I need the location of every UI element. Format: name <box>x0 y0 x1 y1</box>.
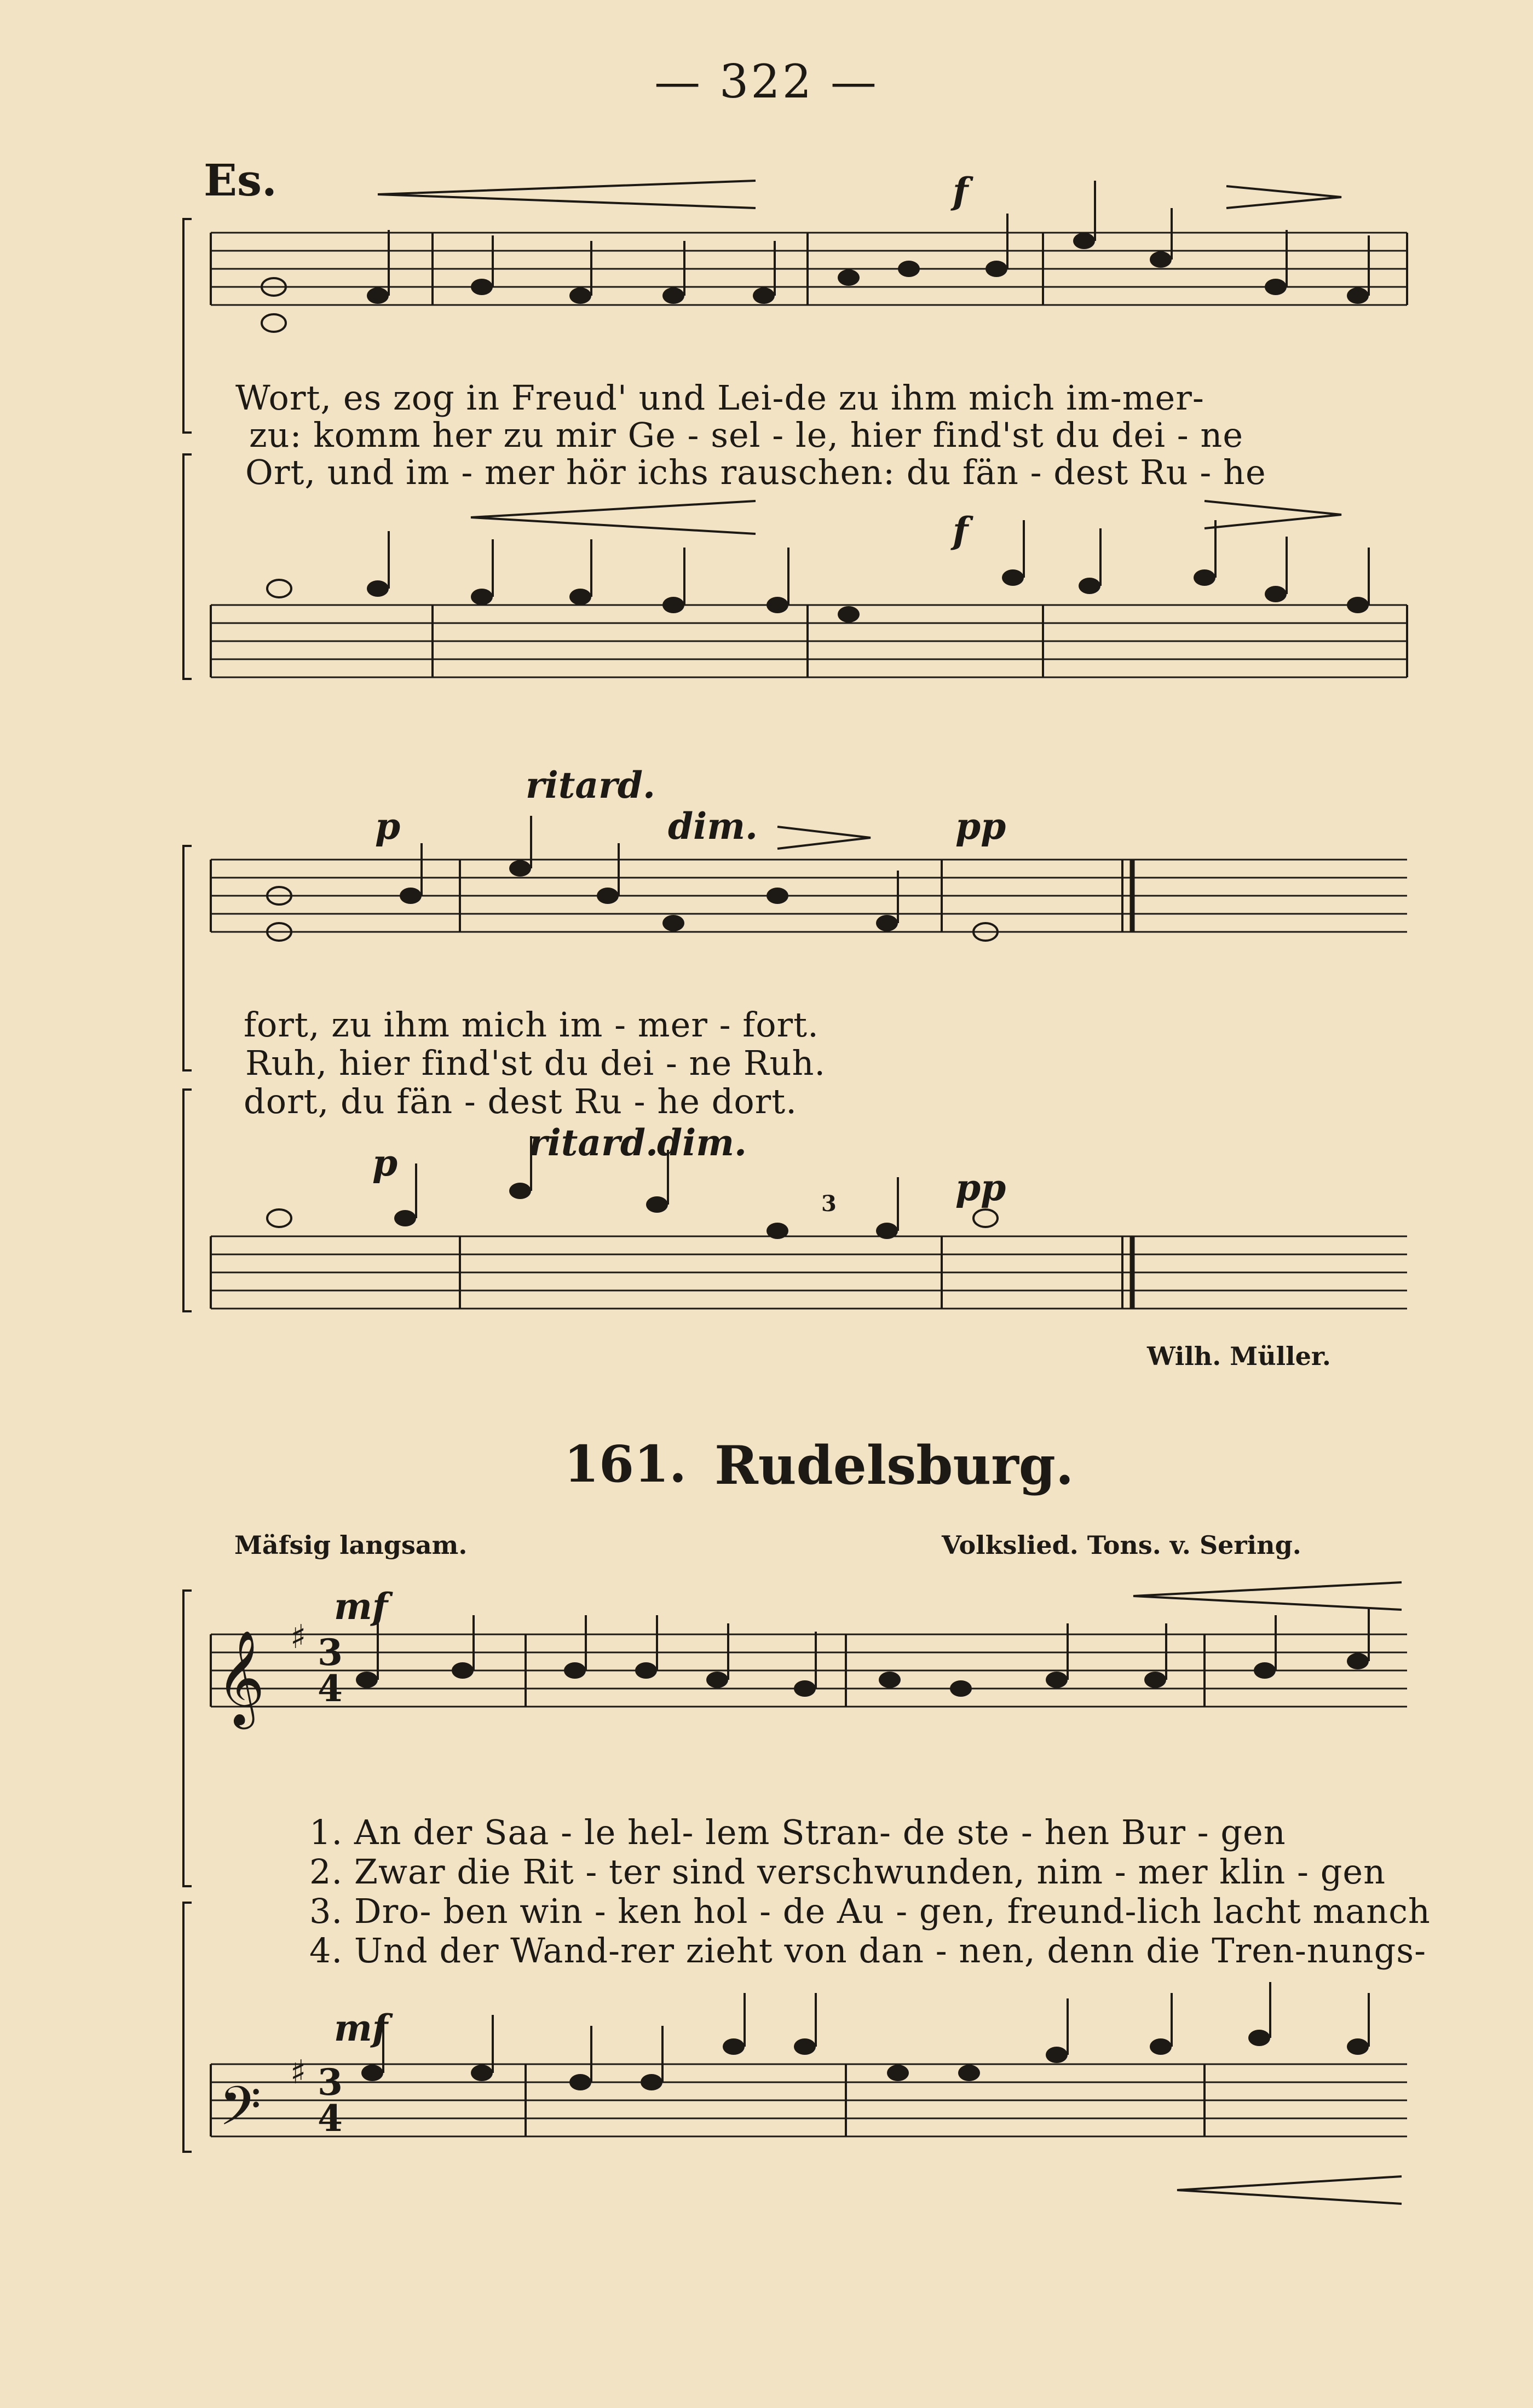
page-number: — 322 — <box>654 55 879 108</box>
brace-top-2 <box>183 846 192 1070</box>
brace-bottom-2 <box>183 1090 192 1311</box>
time-signature-upper-bottom: 3 <box>318 2061 343 2104</box>
lyric-line-2: zu: komm her zu mir Ge - sel - le, hier find'st du dei - ne <box>249 415 1244 455</box>
dynamic-pp-top: pp <box>955 805 1006 848</box>
treble-key-sharp: ♯ <box>290 1618 307 1656</box>
bass-clef: 𝄢 <box>219 2075 262 2151</box>
brace-bottom-1 <box>183 454 192 679</box>
dynamic-p-top: p <box>375 805 401 848</box>
time-signature-upper-top: 3 <box>318 1631 343 1674</box>
verse-1: 1. An der Saa - le hel- lem Stran- de ste - hen Bur - gen <box>309 1812 1286 1852</box>
treble-clef: 𝄞 <box>216 1630 265 1725</box>
song-number: 161. <box>564 1435 687 1494</box>
dynamic-mf-top: mf <box>334 1585 388 1628</box>
song-title: Rudelsburg. <box>714 1435 1074 1496</box>
brace-top-3 <box>183 1591 192 1886</box>
clefs <box>216 1618 306 2151</box>
system-1-braces <box>183 219 192 2152</box>
lyric-line-4: fort, zu ihm mich im - mer - fort. <box>244 1005 819 1045</box>
dim-bottom: dim. <box>657 1121 747 1164</box>
dim-top: dim. <box>668 805 758 848</box>
staff-2-top <box>211 860 1407 932</box>
dynamic-forte-bottom: f <box>953 509 969 552</box>
ritard-top: ritard. <box>526 764 655 806</box>
staff-1-bottom <box>211 605 1407 677</box>
tempo-marking: Mäfsig langsam. <box>234 1530 468 1560</box>
triplet-mark: 3 <box>821 1191 837 1217</box>
bass-key-sharp: ♯ <box>290 2053 307 2092</box>
lyricist-credit: Wilh. Müller. <box>1147 1341 1331 1371</box>
verse-3: 3. Dro- ben win - ken hol - de Au - gen, freund-lich lacht manch <box>309 1891 1431 1931</box>
lyric-line-5: Ruh, hier find'st du dei - ne Ruh. <box>245 1043 826 1083</box>
source-credit: Volkslied. Tons. v. Sering. <box>942 1530 1301 1560</box>
time-signature-lower-top: 4 <box>318 1667 343 1710</box>
dynamic-mf-bottom: mf <box>334 2007 388 2049</box>
brace-top-1 <box>183 219 192 433</box>
staff-1-top <box>211 233 1407 305</box>
dynamic-forte-top: f <box>953 170 969 212</box>
key-label: Es. <box>204 154 277 206</box>
brace-bottom-3 <box>183 1903 192 2152</box>
ritard-bottom: ritard. <box>528 1121 658 1164</box>
verse-4: 4. Und der Wand-rer zieht von dan - nen, denn die Tren-nungs- <box>309 1931 1427 1971</box>
verse-2: 2. Zwar die Rit - ter sind verschwunden, nim - mer klin - gen <box>309 1852 1386 1892</box>
time-signature-lower-bottom: 4 <box>318 2097 343 2140</box>
dynamic-p-bottom: p <box>372 1142 398 1184</box>
staff-2-bottom <box>211 1236 1407 1309</box>
lyric-line-6: dort, du fän - dest Ru - he dort. <box>244 1081 797 1121</box>
staff-3-bottom <box>211 2061 1407 2140</box>
lyric-line-3: Ort, und im - mer hör ichs rauschen: du fän - dest Ru - he <box>245 452 1266 492</box>
dynamic-pp-bottom: pp <box>955 1166 1006 1209</box>
lyric-line-1: Wort, es zog in Freud' und Lei-de zu ihm mich im-mer- <box>235 378 1204 418</box>
